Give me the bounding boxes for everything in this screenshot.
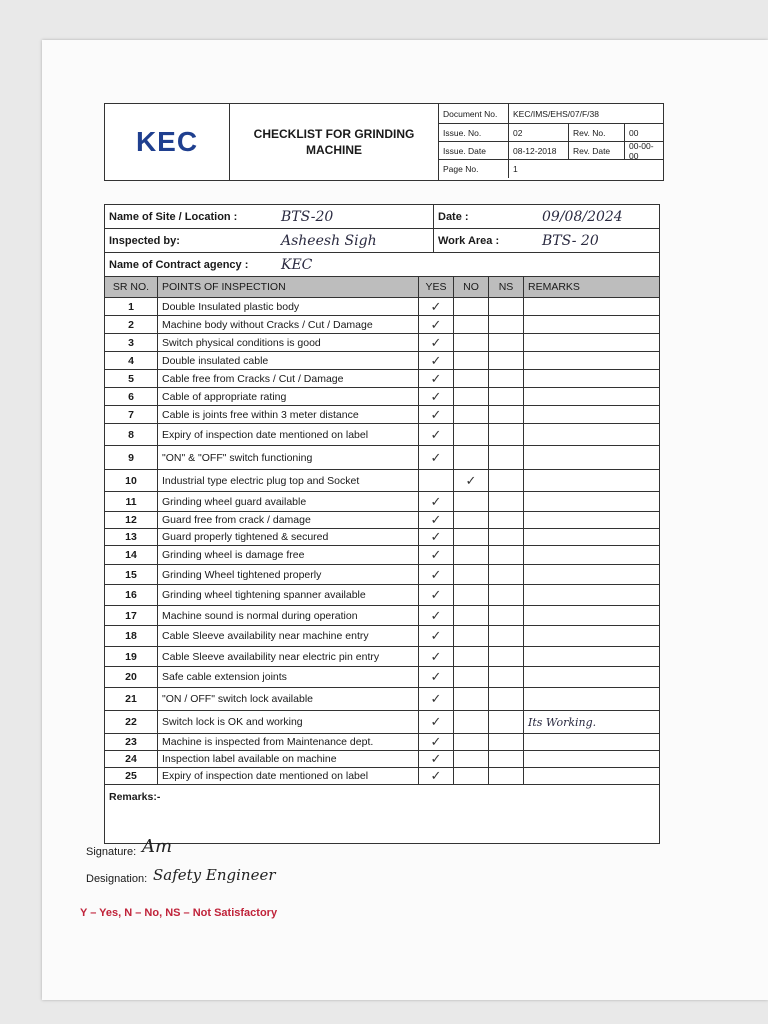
table-row [105, 688, 659, 711]
no-cell[interactable] [454, 388, 489, 406]
inspection-point: Machine is inspected from Maintenance dept. [158, 734, 419, 751]
checklist-header-row [105, 277, 659, 298]
table-row [105, 512, 659, 529]
doc-no-label: Document No. [439, 104, 509, 124]
ns-cell[interactable] [489, 688, 524, 711]
ns-cell[interactable] [489, 529, 524, 546]
inspection-point: Cable free from Cracks / Cut / Damage [158, 370, 419, 388]
table-row [105, 352, 659, 370]
table-row [105, 565, 659, 585]
remarks-cell[interactable] [524, 334, 660, 352]
yes-cell[interactable]: ✓ [419, 512, 454, 529]
date-value[interactable]: 09/08/2024 [542, 208, 623, 225]
sr-number: 5 [105, 370, 158, 388]
issue-date-value: 08-12-2018 [509, 142, 569, 160]
yes-cell[interactable]: ✓ [419, 406, 454, 424]
sr-number: 6 [105, 388, 158, 406]
yes-cell[interactable]: ✓ [419, 352, 454, 370]
work-area-value[interactable]: BTS- 20 [542, 232, 599, 249]
ns-cell[interactable] [489, 565, 524, 585]
table-row [105, 316, 659, 334]
table-row [105, 667, 659, 688]
yes-cell[interactable]: ✓ [419, 626, 454, 647]
ns-cell[interactable] [489, 626, 524, 647]
yes-cell[interactable]: ✓ [419, 751, 454, 768]
checklist-body [105, 298, 659, 785]
col-ns: NS [489, 277, 524, 298]
yes-cell[interactable]: ✓ [419, 647, 454, 667]
table-row [105, 711, 659, 734]
signature: Am [142, 836, 173, 857]
sr-number: 13 [105, 529, 158, 546]
inspection-point: Double Insulated plastic body [158, 298, 419, 316]
yes-cell[interactable]: ✓ [419, 606, 454, 626]
ns-cell[interactable] [489, 711, 524, 734]
ns-cell[interactable] [489, 388, 524, 406]
table-row [105, 751, 659, 768]
no-cell[interactable] [454, 751, 489, 768]
remarks-cell[interactable] [524, 768, 660, 785]
company-logo [105, 104, 230, 180]
ns-cell[interactable] [489, 470, 524, 492]
remarks-cell[interactable] [524, 424, 660, 446]
no-cell[interactable] [454, 626, 489, 647]
no-cell[interactable] [454, 606, 489, 626]
table-row [105, 388, 659, 406]
no-cell[interactable] [454, 667, 489, 688]
rev-date-label: Rev. Date [569, 142, 625, 160]
signature-label: Signature: [86, 846, 137, 858]
remarks-label: Remarks:- [109, 791, 161, 803]
table-row [105, 446, 659, 470]
table-row [105, 647, 659, 667]
ns-cell[interactable] [489, 446, 524, 470]
ns-cell[interactable] [489, 298, 524, 316]
remarks-cell[interactable] [524, 751, 660, 768]
ns-cell[interactable] [489, 316, 524, 334]
inspection-point: Switch lock is OK and working [158, 711, 419, 734]
table-row [105, 626, 659, 647]
document-header [104, 103, 664, 181]
inspection-point: Safe cable extension joints [158, 667, 419, 688]
remarks-cell[interactable] [524, 470, 660, 492]
ns-cell[interactable] [489, 667, 524, 688]
table-row [105, 470, 659, 492]
col-sr-no: SR NO. [105, 277, 158, 298]
sr-number: 18 [105, 626, 158, 647]
rev-no-value: 00 [625, 124, 663, 142]
remarks-section[interactable] [105, 785, 659, 843]
ns-cell[interactable] [489, 546, 524, 565]
no-cell[interactable] [454, 546, 489, 565]
yes-cell[interactable] [419, 470, 454, 492]
sr-number: 16 [105, 585, 158, 606]
issue-no-value: 02 [509, 124, 569, 142]
table-row [105, 334, 659, 352]
table-row [105, 370, 659, 388]
sr-number: 4 [105, 352, 158, 370]
no-cell[interactable] [454, 370, 489, 388]
page-no-value: 1 [513, 164, 518, 174]
inspection-point: Cable of appropriate rating [158, 388, 419, 406]
remarks-cell[interactable] [524, 512, 660, 529]
doc-no-value: KEC/IMS/EHS/07/F/38 [509, 104, 663, 124]
logo-text: KEC [135, 126, 199, 157]
ns-cell[interactable] [489, 334, 524, 352]
col-no: NO [454, 277, 489, 298]
document-title [230, 104, 439, 180]
no-cell[interactable] [454, 585, 489, 606]
col-yes: YES [419, 277, 454, 298]
date-label: Date : [438, 210, 469, 223]
yes-cell[interactable]: ✓ [419, 565, 454, 585]
ns-cell[interactable] [489, 406, 524, 424]
agency-row [105, 253, 659, 277]
table-row [105, 492, 659, 512]
table-row [105, 298, 659, 316]
designation-line [86, 873, 147, 885]
sr-number: 9 [105, 446, 158, 470]
inspection-point: Grinding Wheel tightened properly [158, 565, 419, 585]
remarks-cell[interactable] [524, 546, 660, 565]
no-cell[interactable] [454, 647, 489, 667]
inspection-point: "ON" & "OFF" switch functioning [158, 446, 419, 470]
sr-number: 3 [105, 334, 158, 352]
ns-cell[interactable] [489, 768, 524, 785]
no-cell[interactable] [454, 492, 489, 512]
sr-number: 11 [105, 492, 158, 512]
issue-no-label: Issue. No. [439, 124, 509, 142]
table-row [105, 406, 659, 424]
site-label: Name of Site / Location : [109, 210, 238, 223]
no-cell[interactable] [454, 298, 489, 316]
yes-cell[interactable]: ✓ [419, 688, 454, 711]
no-cell[interactable] [454, 711, 489, 734]
yes-cell[interactable]: ✓ [419, 370, 454, 388]
inspection-point: Guard properly tightened & secured [158, 529, 419, 546]
sr-number: 10 [105, 470, 158, 492]
no-cell[interactable] [454, 446, 489, 470]
inspection-point: Cable Sleeve availability near electric pin entry [158, 647, 419, 667]
inspection-point: Machine sound is normal during operation [158, 606, 419, 626]
sr-number: 20 [105, 667, 158, 688]
sr-number: 24 [105, 751, 158, 768]
remarks-cell[interactable] [524, 626, 660, 647]
no-cell[interactable] [454, 768, 489, 785]
legend: Y – Yes, N – No, NS – Not Satisfactory [80, 907, 278, 919]
yes-cell[interactable]: ✓ [419, 734, 454, 751]
remarks-cell[interactable] [524, 667, 660, 688]
remarks-cell[interactable] [524, 688, 660, 711]
remarks-cell[interactable] [524, 492, 660, 512]
yes-cell[interactable]: ✓ [419, 529, 454, 546]
no-cell[interactable] [454, 734, 489, 751]
sr-number: 19 [105, 647, 158, 667]
inspection-form [104, 204, 660, 844]
remarks-cell[interactable] [524, 370, 660, 388]
no-cell[interactable] [454, 565, 489, 585]
no-cell[interactable] [454, 529, 489, 546]
remarks-cell[interactable] [524, 316, 660, 334]
sr-number: 14 [105, 546, 158, 565]
no-cell[interactable] [454, 424, 489, 446]
remarks-cell[interactable] [524, 298, 660, 316]
yes-cell[interactable]: ✓ [419, 768, 454, 785]
site-row [105, 205, 659, 229]
inspected-label: Inspected by: [109, 234, 180, 247]
designation-value: Safety Engineer [153, 866, 276, 884]
remarks-cell[interactable] [524, 446, 660, 470]
ns-cell[interactable] [489, 512, 524, 529]
table-row [105, 546, 659, 565]
inspection-point: Machine body without Cracks / Cut / Damage [158, 316, 419, 334]
table-row [105, 768, 659, 785]
ns-cell[interactable] [489, 492, 524, 512]
remarks-cell[interactable] [524, 529, 660, 546]
sr-number: 15 [105, 565, 158, 585]
agency-value[interactable]: KEC [281, 256, 313, 273]
sr-number: 25 [105, 768, 158, 785]
inspection-point: Double insulated cable [158, 352, 419, 370]
remarks-cell[interactable] [524, 406, 660, 424]
no-cell[interactable] [454, 406, 489, 424]
inspection-point: Grinding wheel tightening spanner available [158, 585, 419, 606]
table-row [105, 585, 659, 606]
yes-cell[interactable]: ✓ [419, 388, 454, 406]
table-row [105, 734, 659, 751]
remarks-cell[interactable] [524, 585, 660, 606]
site-value[interactable]: BTS-20 [273, 205, 434, 228]
inspection-point: Cable is joints free within 3 meter distance [158, 406, 419, 424]
rev-no-label: Rev. No. [569, 124, 625, 142]
table-row [105, 424, 659, 446]
yes-cell[interactable]: ✓ [419, 446, 454, 470]
ns-cell[interactable] [489, 424, 524, 446]
signature-line [86, 846, 136, 858]
yes-cell[interactable]: ✓ [419, 492, 454, 512]
inspected-row [105, 229, 659, 253]
title-line-2: MACHINE [305, 143, 362, 157]
no-cell[interactable]: ✓ [454, 470, 489, 492]
yes-cell[interactable]: ✓ [419, 298, 454, 316]
remarks-cell[interactable] [524, 352, 660, 370]
inspection-point: Guard free from crack / damage [158, 512, 419, 529]
inspection-point: "ON / OFF" switch lock available [158, 688, 419, 711]
col-remarks: REMARKS [524, 277, 660, 298]
no-cell[interactable] [454, 352, 489, 370]
yes-cell[interactable]: ✓ [419, 316, 454, 334]
remarks-cell[interactable] [524, 388, 660, 406]
remarks-cell[interactable] [524, 734, 660, 751]
ns-cell[interactable] [489, 370, 524, 388]
sr-number: 12 [105, 512, 158, 529]
ns-cell[interactable] [489, 606, 524, 626]
remarks-cell[interactable] [524, 606, 660, 626]
inspection-point: Industrial type electric plug top and Socket [158, 470, 419, 492]
inspection-point: Grinding wheel guard available [158, 492, 419, 512]
no-cell[interactable] [454, 512, 489, 529]
document-meta [439, 104, 663, 180]
sr-number: 2 [105, 316, 158, 334]
ns-cell[interactable] [489, 647, 524, 667]
yes-cell[interactable]: ✓ [419, 667, 454, 688]
inspection-point: Switch physical conditions is good [158, 334, 419, 352]
remarks-cell[interactable] [524, 647, 660, 667]
sr-number: 23 [105, 734, 158, 751]
sr-number: 21 [105, 688, 158, 711]
no-cell[interactable] [454, 316, 489, 334]
ns-cell[interactable] [489, 585, 524, 606]
remarks-cell[interactable] [524, 565, 660, 585]
inspection-point: Cable Sleeve availability near machine entry [158, 626, 419, 647]
remarks-cell[interactable]: Its Working. [524, 711, 660, 734]
work-area-label: Work Area : [438, 234, 500, 247]
sr-number: 17 [105, 606, 158, 626]
sr-number: 1 [105, 298, 158, 316]
checklist-table [105, 277, 659, 785]
inspection-point: Inspection label available on machine [158, 751, 419, 768]
yes-cell[interactable]: ✓ [419, 711, 454, 734]
inspection-point: Expiry of inspection date mentioned on label [158, 768, 419, 785]
no-cell[interactable] [454, 688, 489, 711]
sr-number: 22 [105, 711, 158, 734]
inspection-point: Grinding wheel is damage free [158, 546, 419, 565]
table-row [105, 529, 659, 546]
table-row [105, 606, 659, 626]
no-cell[interactable] [454, 334, 489, 352]
agency-label: Name of Contract agency : [109, 258, 249, 271]
page-no-label: Page No. [439, 160, 509, 178]
issue-date-label: Issue. Date [439, 142, 509, 160]
inspected-value[interactable]: Asheesh Sigh [273, 229, 434, 252]
yes-cell[interactable]: ✓ [419, 424, 454, 446]
col-points: POINTS OF INSPECTION [158, 277, 419, 298]
title-line-1: CHECKLIST FOR GRINDING [253, 127, 415, 141]
yes-cell[interactable]: ✓ [419, 334, 454, 352]
sr-number: 8 [105, 424, 158, 446]
yes-cell[interactable]: ✓ [419, 585, 454, 606]
designation-label: Designation: [86, 873, 148, 885]
inspection-point: Expiry of inspection date mentioned on label [158, 424, 419, 446]
ns-cell[interactable] [489, 751, 524, 768]
ns-cell[interactable] [489, 352, 524, 370]
rev-date-value: 00-00-00 [625, 142, 663, 160]
sr-number: 7 [105, 406, 158, 424]
ns-cell[interactable] [489, 734, 524, 751]
yes-cell[interactable]: ✓ [419, 546, 454, 565]
